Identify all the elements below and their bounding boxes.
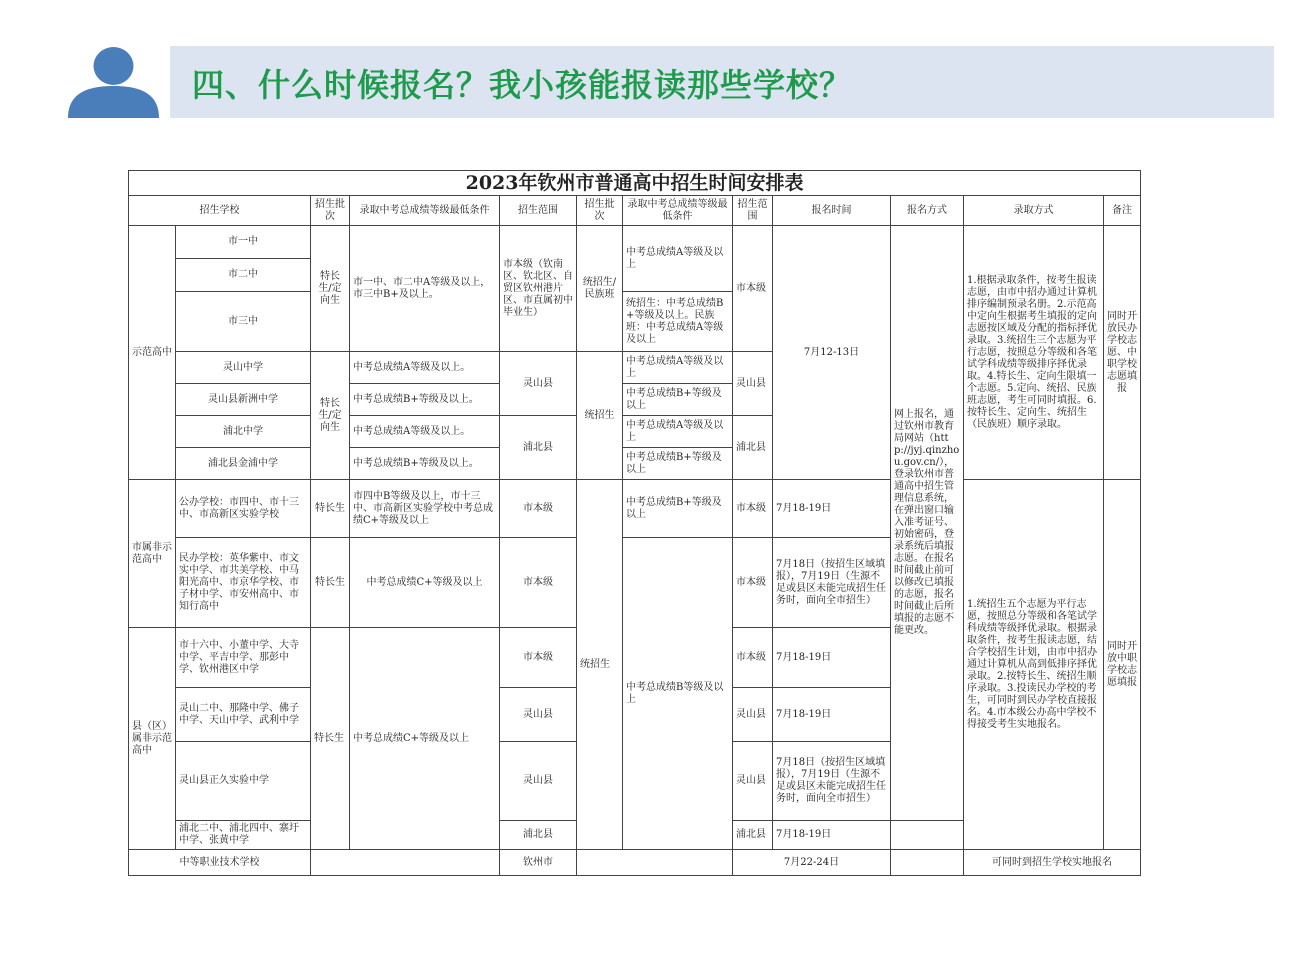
condition-cell: 市一中、市二中A等级及以上，市三中B+及以上。 (350, 226, 500, 352)
school-cell: 灵山县正久实验中学 (176, 742, 311, 821)
condition-cell: 中考总成绩B+等级及以上 (623, 480, 733, 538)
category-cell: 县（区）属非示范高中 (129, 628, 176, 850)
range-cell: 灵山县 (733, 742, 773, 821)
header-cell: 备注 (1104, 196, 1141, 226)
range-cell: 市本级 (500, 628, 577, 688)
batch-cell: 特长生 (311, 538, 350, 628)
school-cell: 市十六中、小董中学、大寺中学、平吉中学、那彭中学、钦州港区中学 (176, 628, 311, 688)
header-cell: 招生范围 (733, 196, 773, 226)
time-cell: 7月18-19日 (773, 628, 891, 688)
header-cell: 录取中考总成绩等级最低条件 (623, 196, 733, 226)
note-cell: 同时开放民办学校志愿、中职学校志愿填报 (1104, 226, 1141, 480)
range-cell: 市本级 (733, 480, 773, 538)
time-cell: 7月18-19日 (773, 821, 891, 850)
time-cell: 7月12-13日 (773, 226, 891, 480)
batch-cell: 统招生 (577, 352, 623, 480)
header-cell: 招生范围 (500, 196, 577, 226)
school-cell: 灵山二中、那隆中学、佛子中学、天山中学、武利中学 (176, 688, 311, 742)
time-cell: 7月22-24日 (733, 850, 891, 876)
school-cell: 灵山县新洲中学 (176, 384, 311, 416)
school-cell: 公办学校：市四中、市十三中、市高新区实验学校 (176, 480, 311, 538)
condition-cell: 中考总成绩A等级及以上 (623, 416, 733, 448)
range-cell: 浦北县 (733, 416, 773, 480)
school-cell: 市二中 (176, 259, 311, 292)
condition-cell: 中考总成绩C+等级及以上 (350, 538, 500, 628)
school-cell: 浦北县金浦中学 (176, 448, 311, 480)
empty-cell (891, 850, 964, 876)
range-cell: 浦北县 (500, 416, 577, 480)
range-cell: 灵山县 (500, 352, 577, 416)
admission-cell: 1.统招生五个志愿为平行志愿，按照总分等级和各笔试学科成绩等级择优录取。根据录取条件，按考生报读志愿，结合学校招生计划，由市中招办通过计算机从高到低排序择优录取。2.按特长生、统招生顺序录取。3.投读民办学校的考生，可同时到民办学校直接报名。4.市本级公办高中学校不得接受考生实地报名。 (964, 480, 1104, 850)
condition-cell: 中考总成绩B+等级及以上 (623, 448, 733, 480)
category-cell: 中等职业技术学校 (129, 850, 311, 876)
header-cell: 招生学校 (129, 196, 311, 226)
school-cell: 市一中 (176, 226, 311, 259)
header-cell: 招生批次 (311, 196, 350, 226)
header-cell: 录取方式 (964, 196, 1104, 226)
range-cell: 灵山县 (733, 352, 773, 416)
range-cell: 灵山县 (733, 688, 773, 742)
method-cell: 网上报名，通过钦州市教育局网站（http://jyj.qinzhou.gov.cn/），登录钦州市普通高中招生管理信息系统，在弹出窗口输入准考证号、初始密码，登录系统后填报志愿。在报名时间截止前可以修改已填报的志愿，报名时间截止后所填报的志愿不能更改。 (891, 226, 964, 821)
empty-cell (311, 850, 500, 876)
school-cell: 浦北二中、浦北四中、寨圩中学、张黄中学 (176, 821, 311, 850)
batch-cell: 特长生/定向生 (311, 226, 350, 352)
range-cell: 市本级 (500, 480, 577, 538)
range-cell: 市本级 (733, 538, 773, 628)
schedule-table-container (128, 170, 1140, 882)
header-cell: 报名方式 (891, 196, 964, 226)
range-cell: 市本级 (733, 226, 773, 352)
batch-cell: 特长生 (311, 480, 350, 538)
title-bar (170, 46, 1274, 118)
admission-cell: 可同时到招生学校实地报名 (964, 850, 1141, 876)
condition-cell: 中考总成绩A等级及以上 (623, 352, 733, 384)
time-cell: 7月18-19日 (773, 480, 891, 538)
condition-cell: 统招生：中考总成绩B+等级及以上。民族班：中考总成绩A等级及以上 (623, 292, 733, 352)
condition-cell: 中考总成绩A等级及以上。 (350, 416, 500, 448)
range-cell: 市本级（钦南区、钦北区、自贸区钦州港片区、市直属初中毕业生） (500, 226, 577, 352)
category-cell: 示范高中 (129, 226, 176, 480)
school-cell: 灵山中学 (176, 352, 311, 384)
condition-cell: 中考总成绩B+等级及以上。 (350, 384, 500, 416)
admission-cell: 1.根据录取条件，按考生报读志愿，由市中招办通过计算机排序编制预录名册。2.示范高中定向生根据考生填报的定向志愿按区域及分配的指标择优录取。3.统招生三个志愿为平行志愿，按照总分等级和各笔试学科成绩等级排序择优录取。4.特长生、定向生限填一个志愿。5.定向、统招、民族班志愿，考生可同时填报。6.按特长生、定向生、统招生（民族班）顺序录取。 (964, 226, 1104, 480)
time-cell: 7月18日（按招生区域填报），7月19日（生源不足或县区未能完成招生任务时，面向全市招生） (773, 538, 891, 628)
range-cell: 钦州市 (500, 850, 577, 876)
condition-cell: 中考总成绩B+等级及以上 (623, 384, 733, 416)
batch-cell: 统招生 (577, 480, 623, 850)
range-cell: 灵山县 (500, 688, 577, 742)
range-cell: 浦北县 (500, 821, 577, 850)
condition-cell: 中考总成绩C+等级及以上 (350, 628, 500, 850)
condition-cell: 中考总成绩B+等级及以上。 (350, 448, 500, 480)
condition-cell: 市四中B等级及以上，市十三中、市高新区实验学校中考总成绩C+等级及以上 (350, 480, 500, 538)
batch-cell: 统招生/民族班 (577, 226, 623, 352)
page-title: 四、什么时候报名？我小孩能报读那些学校？ (192, 66, 853, 104)
header-cell: 招生批次 (577, 196, 623, 226)
condition-cell: 中考总成绩A等级及以上 (623, 226, 733, 292)
category-cell: 市属非示范高中 (129, 480, 176, 628)
batch-cell: 特长生 (311, 628, 350, 850)
range-cell: 浦北县 (733, 821, 773, 850)
school-cell: 浦北中学 (176, 416, 311, 448)
user-avatar-icon (66, 46, 161, 118)
range-cell: 灵山县 (500, 742, 577, 821)
empty-cell (577, 850, 733, 876)
header-cell: 录取中考总成绩等级最低条件 (350, 196, 500, 226)
range-cell: 市本级 (733, 628, 773, 688)
batch-cell: 特长生/定向生 (311, 352, 350, 480)
school-cell: 市三中 (176, 292, 311, 352)
header-cell: 报名时间 (773, 196, 891, 226)
time-cell: 7月18日（按招生区域填报），7月19日（生源不足或县区未能完成招生任务时，面向全市招生） (773, 742, 891, 821)
table-caption: 2023年钦州市普通高中招生时间安排表 (129, 171, 1141, 196)
school-cell: 民办学校：英华紫中、市文实中学、市共美学校、中马阳光高中、市京华学校、市子材中学、市安州高中、市知行高中 (176, 538, 311, 628)
condition-cell: 中考总成绩B等级及以上 (623, 538, 733, 850)
time-cell: 7月18-19日 (773, 688, 891, 742)
schedule-table (128, 170, 1141, 876)
range-cell: 市本级 (500, 538, 577, 628)
condition-cell: 中考总成绩A等级及以上。 (350, 352, 500, 384)
note-cell: 同时开放中职学校志愿填报 (1104, 480, 1141, 850)
